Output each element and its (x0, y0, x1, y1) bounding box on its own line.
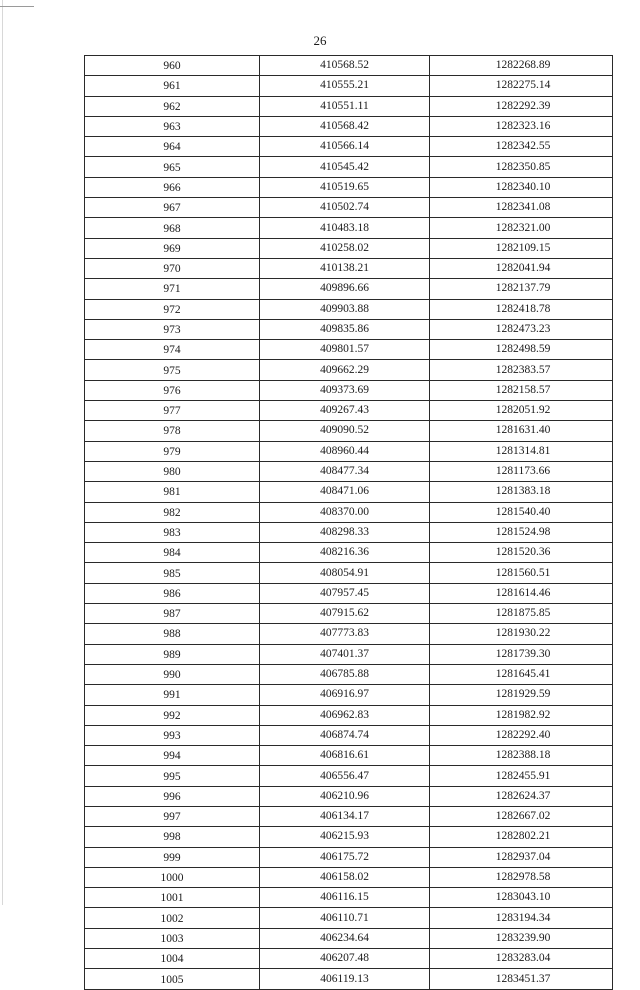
point-number-cell: 981 (85, 482, 260, 502)
x-coordinate-cell: 409896.66 (260, 279, 430, 299)
point-number-cell: 1004 (85, 949, 260, 969)
x-coordinate-cell: 410555.21 (260, 76, 430, 96)
x-coordinate-cell: 410545.42 (260, 157, 430, 177)
table-row (85, 380, 613, 400)
table-row (85, 583, 613, 603)
y-coordinate-cell: 1282109.15 (430, 238, 613, 258)
table-row (85, 705, 613, 725)
table-row (85, 177, 613, 197)
y-coordinate-cell: 1282383.57 (430, 360, 613, 380)
table-row (85, 685, 613, 705)
table-row (85, 969, 613, 989)
table-row (85, 238, 613, 258)
table-row (85, 461, 613, 481)
table-row (85, 725, 613, 745)
table-row (85, 624, 613, 644)
y-coordinate-cell: 1282498.59 (430, 340, 613, 360)
point-number-cell: 968 (85, 218, 260, 238)
x-coordinate-cell: 410258.02 (260, 238, 430, 258)
y-coordinate-cell: 1282323.16 (430, 116, 613, 136)
point-number-cell: 976 (85, 380, 260, 400)
point-number-cell: 960 (85, 56, 260, 76)
x-coordinate-cell: 407773.83 (260, 624, 430, 644)
point-number-cell: 983 (85, 522, 260, 542)
y-coordinate-cell: 1282292.39 (430, 96, 613, 116)
y-coordinate-cell: 1282667.02 (430, 806, 613, 826)
point-number-cell: 994 (85, 746, 260, 766)
y-coordinate-cell: 1282341.08 (430, 198, 613, 218)
table-row (85, 258, 613, 278)
point-number-cell: 966 (85, 177, 260, 197)
point-number-cell: 970 (85, 258, 260, 278)
y-coordinate-cell: 1283194.34 (430, 908, 613, 928)
y-coordinate-cell: 1282275.14 (430, 76, 613, 96)
table-row (85, 157, 613, 177)
point-number-cell: 986 (85, 583, 260, 603)
table-row (85, 299, 613, 319)
point-number-cell: 982 (85, 502, 260, 522)
table-row (85, 279, 613, 299)
x-coordinate-cell: 410483.18 (260, 218, 430, 238)
x-coordinate-cell: 407401.37 (260, 644, 430, 664)
y-coordinate-cell: 1282418.78 (430, 299, 613, 319)
point-number-cell: 962 (85, 96, 260, 116)
point-number-cell: 1003 (85, 928, 260, 948)
table-row (85, 401, 613, 421)
table-row (85, 949, 613, 969)
x-coordinate-cell: 406215.93 (260, 827, 430, 847)
point-number-cell: 996 (85, 786, 260, 806)
table-row (85, 421, 613, 441)
table-row (85, 543, 613, 563)
table-row (85, 644, 613, 664)
y-coordinate-cell: 1281614.46 (430, 583, 613, 603)
x-coordinate-cell: 406119.13 (260, 969, 430, 989)
x-coordinate-cell: 408471.06 (260, 482, 430, 502)
x-coordinate-cell: 406874.74 (260, 725, 430, 745)
point-number-cell: 984 (85, 543, 260, 563)
y-coordinate-cell: 1282340.10 (430, 177, 613, 197)
table-row (85, 441, 613, 461)
y-coordinate-cell: 1282158.57 (430, 380, 613, 400)
point-number-cell: 993 (85, 725, 260, 745)
y-coordinate-cell: 1282455.91 (430, 766, 613, 786)
y-coordinate-cell: 1281173.66 (430, 461, 613, 481)
table-row (85, 786, 613, 806)
y-coordinate-cell: 1281383.18 (430, 482, 613, 502)
x-coordinate-cell: 409835.86 (260, 319, 430, 339)
y-coordinate-cell: 1282350.85 (430, 157, 613, 177)
point-number-cell: 961 (85, 76, 260, 96)
point-number-cell: 992 (85, 705, 260, 725)
scan-edge (2, 0, 3, 905)
table-row (85, 319, 613, 339)
y-coordinate-cell: 1282802.21 (430, 827, 613, 847)
x-coordinate-cell: 409903.88 (260, 299, 430, 319)
point-number-cell: 969 (85, 238, 260, 258)
table-row (85, 137, 613, 157)
x-coordinate-cell: 407957.45 (260, 583, 430, 603)
point-number-cell: 977 (85, 401, 260, 421)
x-coordinate-cell: 409662.29 (260, 360, 430, 380)
y-coordinate-cell: 1282624.37 (430, 786, 613, 806)
y-coordinate-cell: 1281929.59 (430, 685, 613, 705)
y-coordinate-cell: 1281524.98 (430, 522, 613, 542)
point-number-cell: 965 (85, 157, 260, 177)
page-number: 26 (313, 33, 327, 48)
point-number-cell: 964 (85, 137, 260, 157)
y-coordinate-cell: 1281540.40 (430, 502, 613, 522)
point-number-cell: 989 (85, 644, 260, 664)
y-coordinate-cell: 1283451.37 (430, 969, 613, 989)
point-number-cell: 978 (85, 421, 260, 441)
x-coordinate-cell: 406207.48 (260, 949, 430, 969)
y-coordinate-cell: 1282268.89 (430, 56, 613, 76)
x-coordinate-cell: 407915.62 (260, 604, 430, 624)
x-coordinate-cell: 406234.64 (260, 928, 430, 948)
x-coordinate-cell: 406556.47 (260, 766, 430, 786)
x-coordinate-cell: 406916.97 (260, 685, 430, 705)
point-number-cell: 997 (85, 806, 260, 826)
y-coordinate-cell: 1281520.36 (430, 543, 613, 563)
y-coordinate-cell: 1282473.23 (430, 319, 613, 339)
point-number-cell: 1001 (85, 888, 260, 908)
x-coordinate-cell: 410138.21 (260, 258, 430, 278)
y-coordinate-cell: 1283043.10 (430, 888, 613, 908)
x-coordinate-cell: 409801.57 (260, 340, 430, 360)
y-coordinate-cell: 1282051.92 (430, 401, 613, 421)
table-row (85, 116, 613, 136)
point-number-cell: 995 (85, 766, 260, 786)
table-row (85, 604, 613, 624)
x-coordinate-cell: 410568.52 (260, 56, 430, 76)
point-number-cell: 972 (85, 299, 260, 319)
coordinates-table-body (85, 56, 613, 990)
x-coordinate-cell: 408054.91 (260, 563, 430, 583)
x-coordinate-cell: 408216.36 (260, 543, 430, 563)
table-row (85, 766, 613, 786)
y-coordinate-cell: 1281982.92 (430, 705, 613, 725)
table-row (85, 806, 613, 826)
x-coordinate-cell: 410568.42 (260, 116, 430, 136)
y-coordinate-cell: 1283239.90 (430, 928, 613, 948)
table-row (85, 76, 613, 96)
x-coordinate-cell: 406175.72 (260, 847, 430, 867)
y-coordinate-cell: 1282342.55 (430, 137, 613, 157)
point-number-cell: 991 (85, 685, 260, 705)
x-coordinate-cell: 406134.17 (260, 806, 430, 826)
x-coordinate-cell: 408370.00 (260, 502, 430, 522)
point-number-cell: 988 (85, 624, 260, 644)
y-coordinate-cell: 1281875.85 (430, 604, 613, 624)
table-row (85, 664, 613, 684)
y-coordinate-cell: 1282137.79 (430, 279, 613, 299)
y-coordinate-cell: 1281631.40 (430, 421, 613, 441)
table-row (85, 867, 613, 887)
x-coordinate-cell: 410519.65 (260, 177, 430, 197)
table-row (85, 827, 613, 847)
x-coordinate-cell: 408477.34 (260, 461, 430, 481)
point-number-cell: 1002 (85, 908, 260, 928)
y-coordinate-cell: 1282041.94 (430, 258, 613, 278)
table-row (85, 340, 613, 360)
table-row (85, 198, 613, 218)
x-coordinate-cell: 410566.14 (260, 137, 430, 157)
table-row (85, 847, 613, 867)
x-coordinate-cell: 406210.96 (260, 786, 430, 806)
point-number-cell: 971 (85, 279, 260, 299)
y-coordinate-cell: 1281314.81 (430, 441, 613, 461)
table-row (85, 522, 613, 542)
point-number-cell: 1000 (85, 867, 260, 887)
table-row (85, 56, 613, 76)
point-number-cell: 987 (85, 604, 260, 624)
point-number-cell: 963 (85, 116, 260, 136)
x-coordinate-cell: 409373.69 (260, 380, 430, 400)
table-row (85, 482, 613, 502)
x-coordinate-cell: 408960.44 (260, 441, 430, 461)
x-coordinate-cell: 408298.33 (260, 522, 430, 542)
y-coordinate-cell: 1282321.00 (430, 218, 613, 238)
point-number-cell: 974 (85, 340, 260, 360)
x-coordinate-cell: 409090.52 (260, 421, 430, 441)
point-number-cell: 979 (85, 441, 260, 461)
point-number-cell: 999 (85, 847, 260, 867)
point-number-cell: 1005 (85, 969, 260, 989)
table-row (85, 502, 613, 522)
y-coordinate-cell: 1281739.30 (430, 644, 613, 664)
point-number-cell: 973 (85, 319, 260, 339)
point-number-cell: 975 (85, 360, 260, 380)
point-number-cell: 985 (85, 563, 260, 583)
table-row (85, 218, 613, 238)
y-coordinate-cell: 1282937.04 (430, 847, 613, 867)
y-coordinate-cell: 1283283.04 (430, 949, 613, 969)
point-number-cell: 990 (85, 664, 260, 684)
table-row (85, 96, 613, 116)
x-coordinate-cell: 410551.11 (260, 96, 430, 116)
table-row (85, 563, 613, 583)
x-coordinate-cell: 406116.15 (260, 888, 430, 908)
point-number-cell: 967 (85, 198, 260, 218)
y-coordinate-cell: 1281645.41 (430, 664, 613, 684)
table-row (85, 360, 613, 380)
x-coordinate-cell: 406110.71 (260, 908, 430, 928)
x-coordinate-cell: 406158.02 (260, 867, 430, 887)
x-coordinate-cell: 406962.83 (260, 705, 430, 725)
table-row (85, 928, 613, 948)
point-number-cell: 980 (85, 461, 260, 481)
y-coordinate-cell: 1282388.18 (430, 746, 613, 766)
point-number-cell: 998 (85, 827, 260, 847)
x-coordinate-cell: 406785.88 (260, 664, 430, 684)
y-coordinate-cell: 1282978.58 (430, 867, 613, 887)
x-coordinate-cell: 410502.74 (260, 198, 430, 218)
y-coordinate-cell: 1281930.22 (430, 624, 613, 644)
scan-mark (0, 6, 34, 7)
coordinates-table (84, 55, 613, 990)
table-row (85, 746, 613, 766)
x-coordinate-cell: 409267.43 (260, 401, 430, 421)
y-coordinate-cell: 1281560.51 (430, 563, 613, 583)
table-row (85, 908, 613, 928)
y-coordinate-cell: 1282292.40 (430, 725, 613, 745)
x-coordinate-cell: 406816.61 (260, 746, 430, 766)
